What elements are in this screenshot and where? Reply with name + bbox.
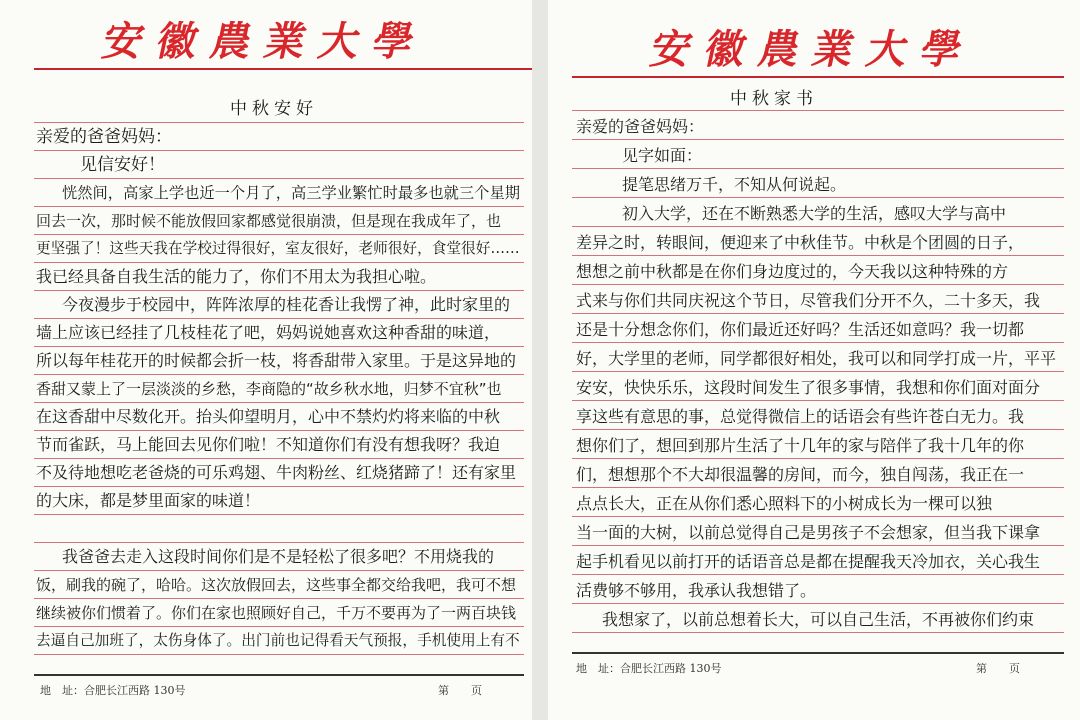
letter-line: 去逼自己加班了，太伤身体了。出门前也记得看天气预报，手机使用上有不 <box>36 632 520 649</box>
letter-page-left <box>0 0 532 720</box>
letter-line: 不及待地想吃老爸烧的可乐鸡翅、牛肉粉丝、红烧猪蹄了！还有家里 <box>36 463 517 482</box>
ruled-line <box>34 458 524 459</box>
ruled-line <box>34 374 524 375</box>
ruled-line <box>572 458 1064 459</box>
letter-line: 当一面的大树，以前总觉得自己是男孩子不会想家，但当我下课拿 <box>576 523 1041 542</box>
ruled-line <box>572 197 1064 198</box>
ruled-line <box>572 487 1064 488</box>
ruled-line <box>34 122 524 123</box>
letter-line: 还是十分想念你们，你们最近还好吗？生活还如意吗？我一切都 <box>576 320 1025 339</box>
letter-line: 我想家了，以前总想着长大，可以自己生活，不再被你们约束 <box>602 610 1035 629</box>
letter-line: 的大床，都是梦里面家的味道！ <box>36 491 261 510</box>
ruled-line <box>572 574 1064 575</box>
letterhead-rule <box>572 76 1064 78</box>
footer-page-number: 第 页 <box>976 662 1020 675</box>
ruled-line <box>572 603 1064 604</box>
ruled-line <box>34 486 524 487</box>
ruled-line <box>34 654 524 655</box>
letter-line: 式来与你们共同庆祝这个节日，尽管我们分开不久，二十多天，我 <box>576 291 1041 310</box>
ruled-line <box>572 110 1064 111</box>
salutation: 亲爱的爸爸妈妈： <box>576 117 705 136</box>
ruled-line <box>34 262 524 263</box>
letter-line: 差异之时，转眼间，便迎来了中秋佳节。中秋是个团圆的日子， <box>576 233 1025 252</box>
ruled-line <box>572 516 1064 517</box>
ruled-line <box>34 150 524 151</box>
letter-line: 们，想想那个不大却很温馨的房间，而今，独自闯荡，我正在一 <box>576 465 1025 484</box>
letter-line: 我已经具备自我生活的能力了，你们不用太为我担心啦。 <box>36 267 437 286</box>
letter-line: 想想之前中秋都是在你们身边度过的，今天我以这种特殊的方 <box>576 262 1009 281</box>
ruled-line <box>572 226 1064 227</box>
ruled-line <box>572 255 1064 256</box>
letter-line: 香甜又蒙上了一层淡淡的乡愁，李商隐的“故乡秋水地，归梦不宜秋”也 <box>36 380 502 398</box>
letter-line: 恍然间，高家上学也近一个月了，高三学业繁忙时最多也就三个星期 <box>62 184 520 202</box>
ruled-line <box>572 429 1064 430</box>
ruled-line <box>34 542 524 543</box>
letter-line: 所以每年桂花开的时候都会折一枝，将香甜带入家里。于是这异地的 <box>36 351 517 370</box>
ruled-line <box>572 400 1064 401</box>
footer-address: 地 址：合肥长江西路 130号 <box>40 684 186 697</box>
ruled-line <box>572 545 1064 546</box>
page-gutter <box>532 0 548 720</box>
ruled-line <box>572 342 1064 343</box>
letter-line: 墙上应该已经挂了几枝桂花了吧，妈妈说她喜欢这种香甜的味道， <box>36 323 501 342</box>
ruled-line <box>34 626 524 627</box>
letter-line: 初入大学，还在不断熟悉大学的生活，感叹大学与高中 <box>622 204 1007 223</box>
letter-line: 节而雀跃，马上能回去见你们啦！不知道你们有没有想我呀？我迫 <box>36 435 501 454</box>
letter-heading: 中秋家书 <box>730 89 818 109</box>
letter-line: 回去一次，那时候不能放假回家都感觉很崩溃，但是现在我成年了，也 <box>36 212 502 230</box>
letterhead-title: 安徽農業大學 <box>646 26 981 73</box>
letter-line: 我爸爸去走入这段时间你们是不是轻松了很多吧？不用烧我的 <box>62 547 495 566</box>
ruled-line <box>34 402 524 403</box>
letter-line: 想你们了，想回到那片生活了十几年的家与陪伴了我十几年的你 <box>576 436 1025 455</box>
letter-line: 更坚强了！这些天我在学校过得很好，室友很好，老师很好，食堂很好…… <box>36 240 520 257</box>
ruled-line <box>572 284 1064 285</box>
ruled-line <box>34 430 524 431</box>
letter-line: 享这些有意思的事，总觉得微信上的话语会有些许苍白无力。我 <box>576 407 1025 426</box>
footer-rule <box>34 674 524 676</box>
ruled-line <box>572 168 1064 169</box>
letter-line: 起手机看见以前打开的话语音总是都在提醒我天冷加衣，关心我生 <box>576 552 1041 571</box>
letterhead-title: 安徽農業大學 <box>98 18 433 65</box>
footer-rule <box>572 652 1064 654</box>
letter-line: 见信安好！ <box>80 155 165 175</box>
letter-line: 安安，快快乐乐，这段时间发生了很多事情，我想和你们面对面分 <box>576 378 1041 397</box>
ruled-line <box>34 178 524 179</box>
ruled-line <box>34 346 524 347</box>
ruled-line <box>572 632 1064 633</box>
footer-page-number: 第 页 <box>438 684 482 697</box>
letterhead-rule <box>34 68 532 70</box>
letter-line: 在这香甜中尽数化开。抬头仰望明月，心中不禁灼灼将来临的中秋 <box>36 407 501 426</box>
ruled-line <box>34 514 524 515</box>
letter-line: 点点长大，正在从你们悉心照料下的小树成长为一棵可以独 <box>576 494 993 513</box>
letter-line: 提笔思绪万千，不知从何说起。 <box>622 175 847 194</box>
ruled-line <box>34 234 524 235</box>
letter-line: 今夜漫步于校园中，阵阵浓厚的桂花香让我愣了神，此时家里的 <box>62 295 511 314</box>
ruled-line <box>572 139 1064 140</box>
ruled-line <box>34 206 524 207</box>
ruled-line <box>34 318 524 319</box>
letter-line: 饭，刷我的碗了，哈哈。这次放假回去，这些事全都交给我吧，我可不想 <box>36 576 517 594</box>
letter-line: 继续被你们惯着了。你们在家也照顾好自己，千万不要再为了一两百块钱 <box>36 604 517 622</box>
salutation: 亲爱的爸爸妈妈： <box>36 127 172 147</box>
letter-line: 好，大学里的老师，同学都很好相处，我可以和同学打成一片，平平 <box>576 349 1057 368</box>
ruled-line <box>34 570 524 571</box>
letter-heading: 中秋安好 <box>230 99 318 119</box>
ruled-line <box>572 371 1064 372</box>
ruled-line <box>572 313 1064 314</box>
ruled-line <box>34 290 524 291</box>
ruled-line <box>34 598 524 599</box>
letter-line: 见字如面： <box>622 146 703 165</box>
letter-line: 活费够不够用，我承认我想错了。 <box>576 581 817 600</box>
footer-address: 地 址：合肥长江西路 130号 <box>576 662 722 675</box>
letter-page-right <box>548 0 1080 720</box>
